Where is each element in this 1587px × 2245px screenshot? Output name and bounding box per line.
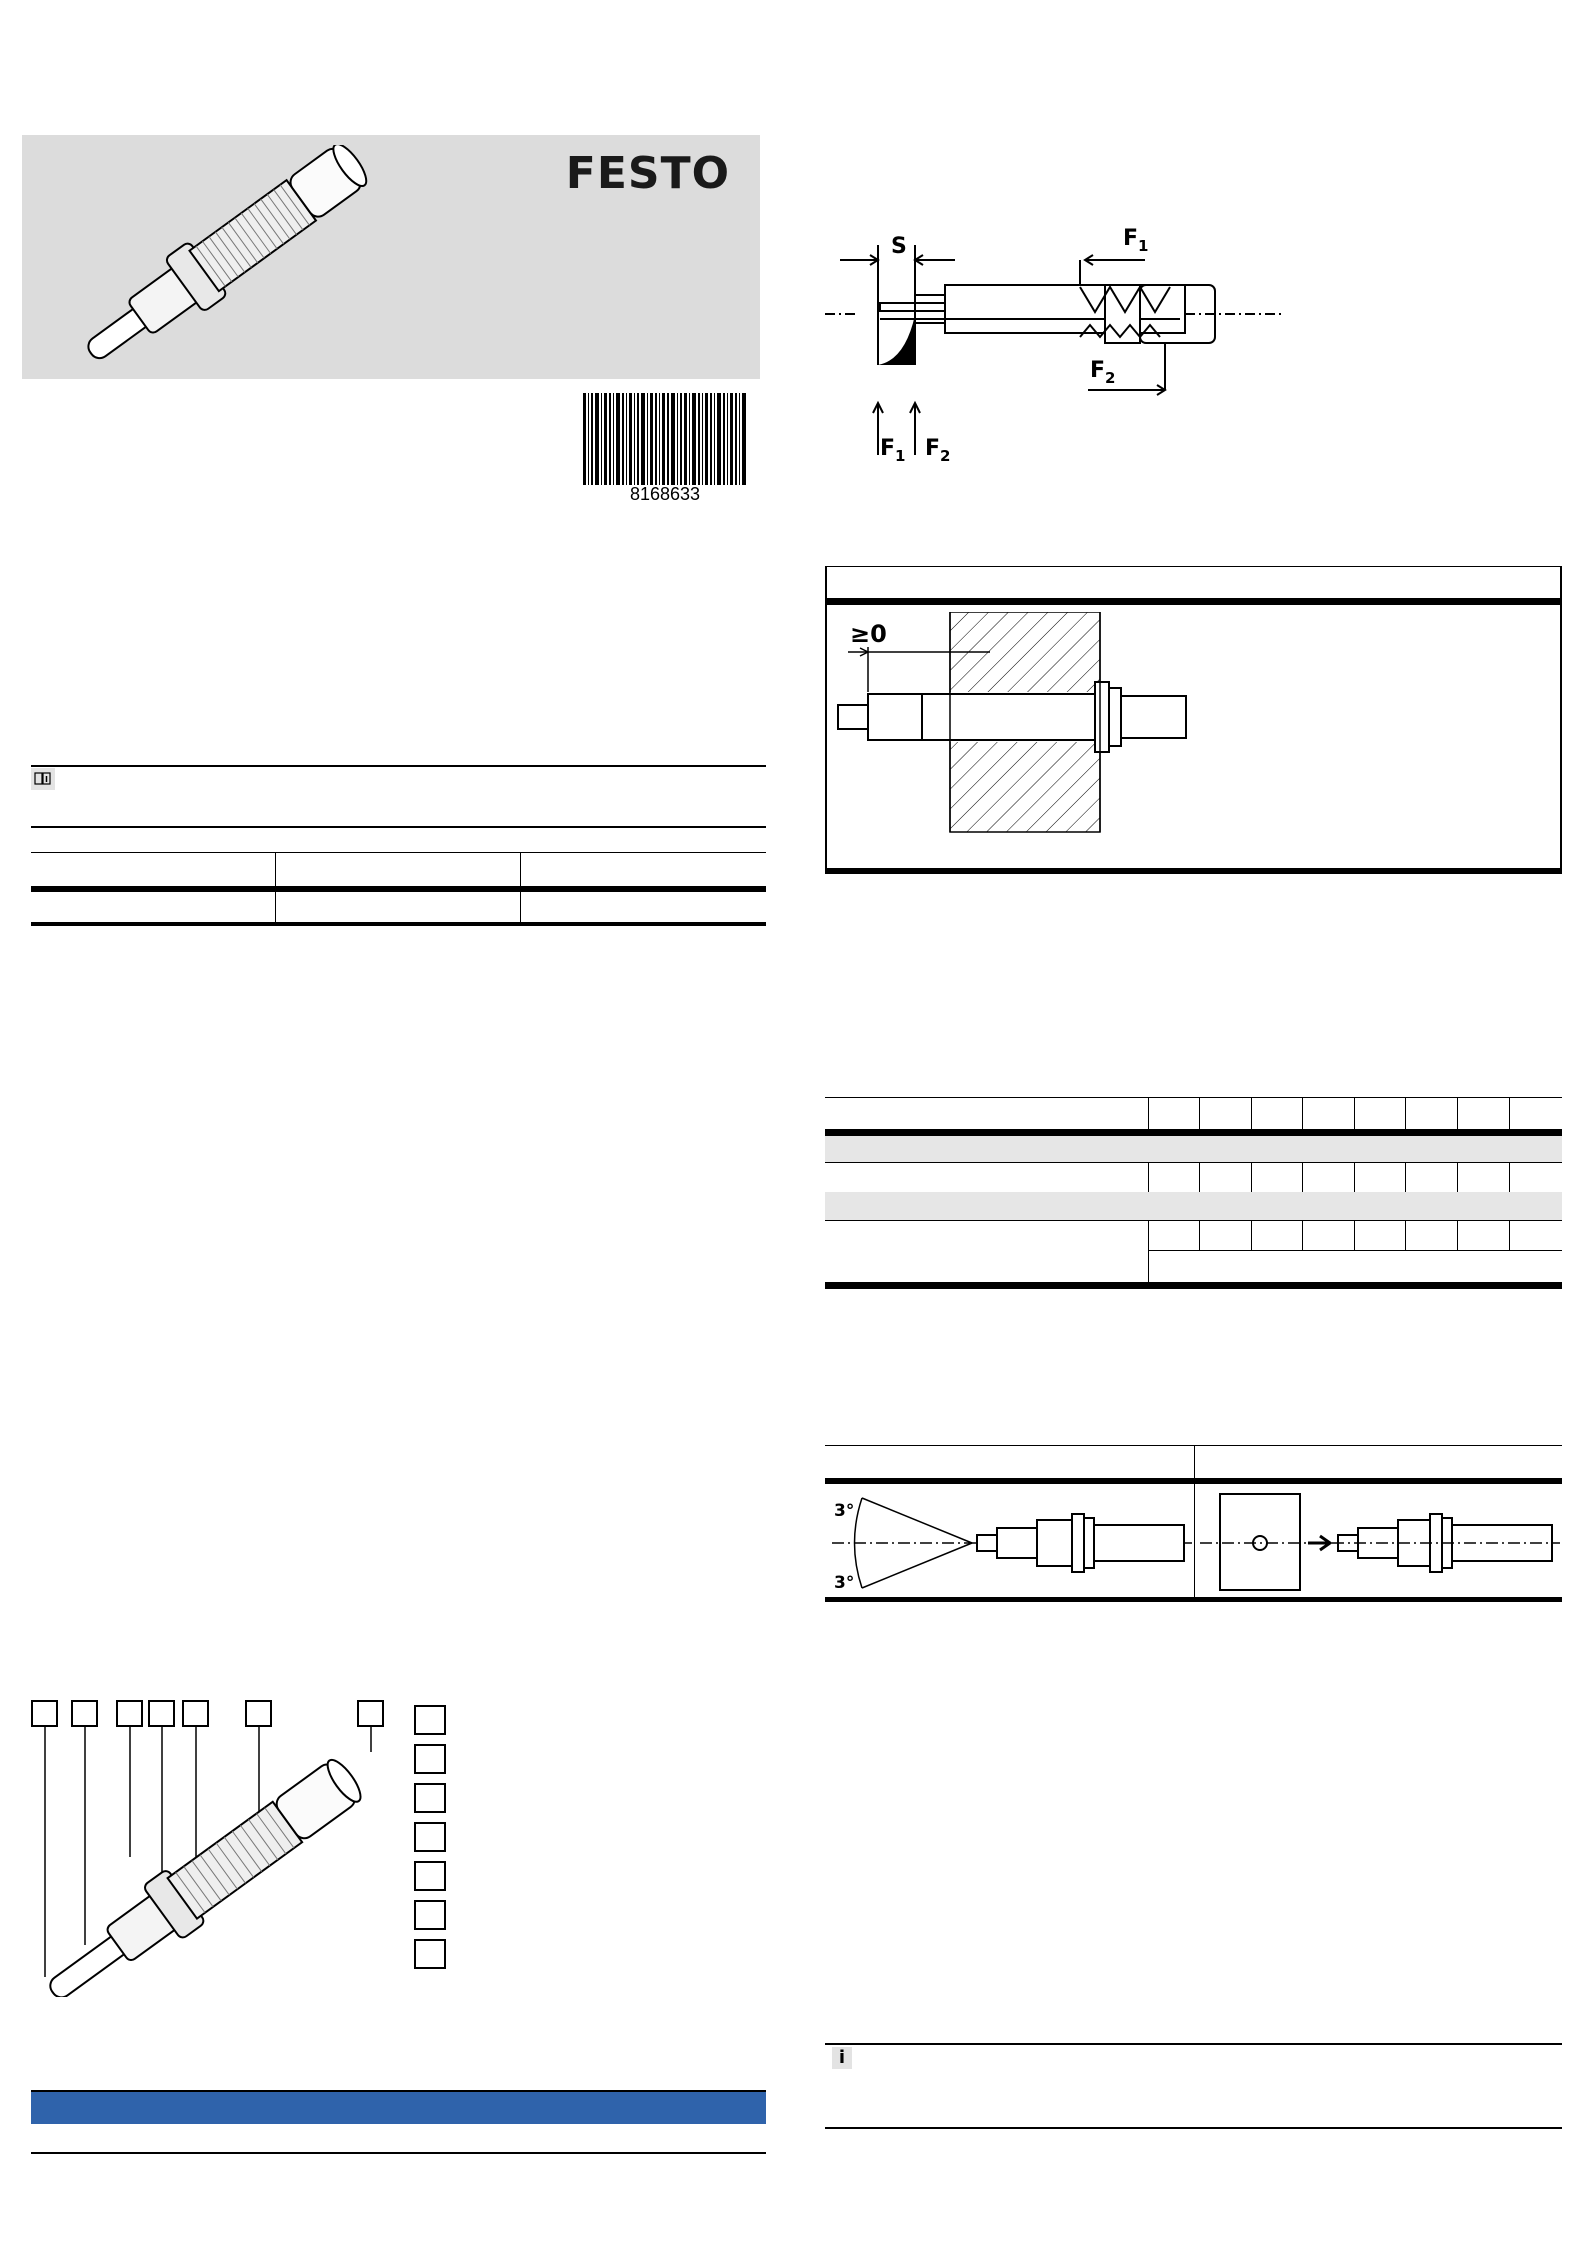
label-f2-mid: $F_2$ [1090,358,1116,387]
legend-box [414,1939,446,1969]
info-icon: i [832,2047,852,2069]
barcode-number: 8168633 [629,484,701,504]
legend-box [414,1861,446,1891]
legend-box [414,1705,446,1735]
callout-box [148,1700,175,1727]
shaded-row [825,1192,1562,1220]
divider [31,2152,766,2154]
barcode [583,393,748,485]
label-f2-bottom: $F_2$ [925,436,951,465]
alignment-drawing-left [832,1488,1192,1598]
data-table [825,1097,1562,1289]
callout-box [116,1700,143,1727]
callout-box [357,1700,384,1727]
label-s: S [891,234,907,259]
callout-box [31,1700,58,1727]
section-header-bar [31,2092,766,2124]
angle-bottom: 3° [834,1573,855,1593]
brand-logo: FESTO [565,148,730,199]
shaded-row [825,1136,1562,1162]
angle-top: 3° [834,1501,855,1521]
divider [825,2127,1562,2129]
callout-box [71,1700,98,1727]
legend-box [414,1900,446,1930]
callout-box [182,1700,209,1727]
label-distance: ≥0 [850,620,887,648]
force-diagram [825,215,1305,475]
alignment-drawing-right [1200,1488,1560,1598]
info-table [31,852,766,926]
callout-box [245,1700,272,1727]
legend-box [414,1744,446,1774]
label-f1-top: $F_1$ [1123,226,1149,255]
divider [31,765,766,767]
mounting-drawing [830,612,1210,842]
product-parts-drawing [25,1727,395,1997]
label-f1-bottom: $F_1$ [880,436,906,465]
legend-box [414,1822,446,1852]
divider [825,2043,1562,2045]
product-image [50,145,400,370]
legend-box [414,1783,446,1813]
divider [31,826,766,828]
book-info-icon [31,768,55,790]
